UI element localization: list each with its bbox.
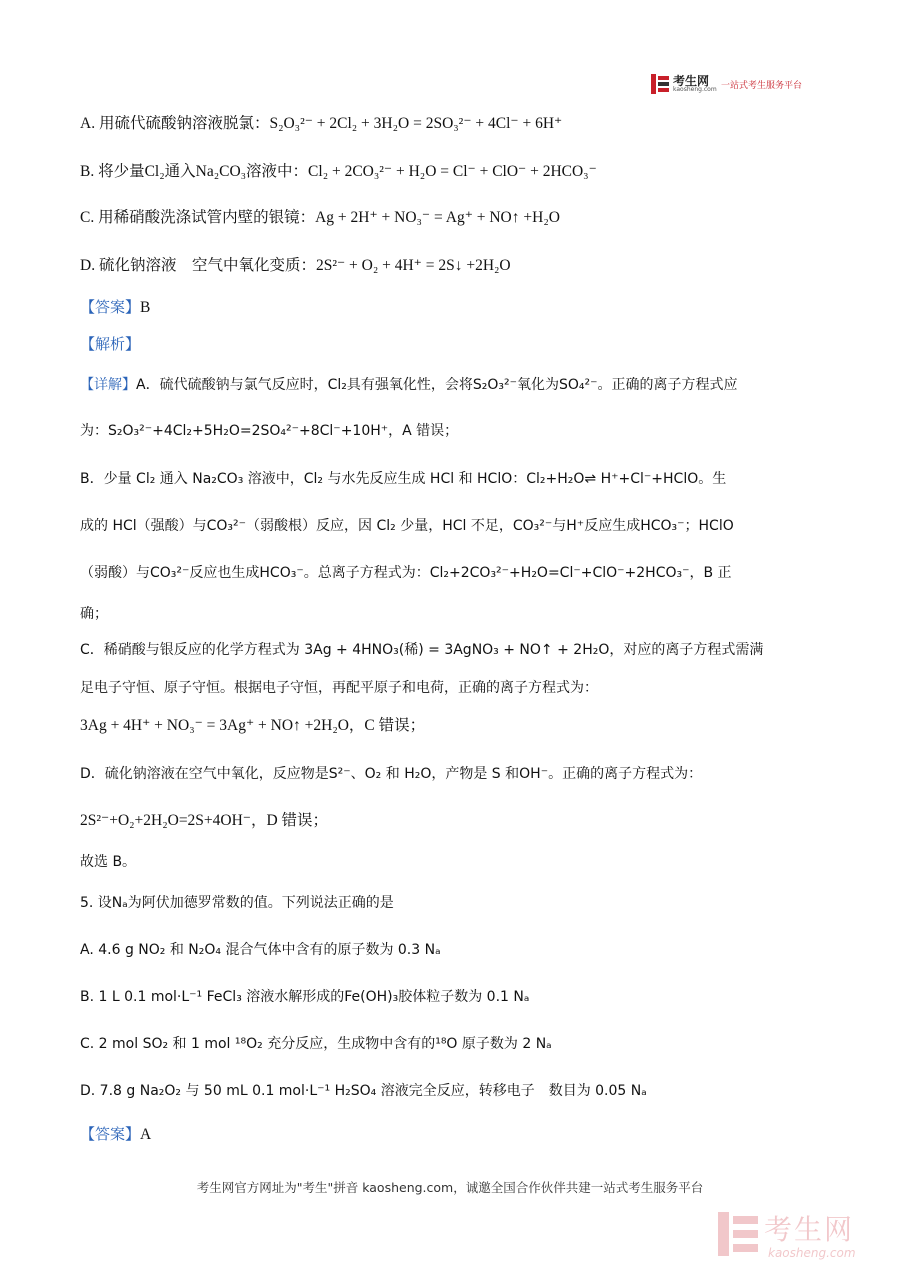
detail-line-3: B．少量 Cl₂ 通入 Na₂CO₃ 溶液中，Cl₂ 与水先反应生成 HCl 和 HClO：Cl₂+H₂O⇌ H⁺+Cl⁻+HClO。生	[80, 471, 727, 487]
logo-domain: kaosheng.com	[673, 86, 717, 93]
detail-line-10: D．硫化钠溶液在空气中氧化，反应物是S²⁻、O₂ 和 H₂O，产物是 S 和OH⁻。正确的离子方程式为：	[80, 766, 703, 782]
detail-row	[80, 375, 738, 395]
answer-value: B	[140, 299, 151, 316]
option-c: C. 用稀硝酸洗涤试管内壁的银镜：Ag + 2H⁺ + NO₃⁻ = Ag⁺ + NO↑ +H₂O	[80, 209, 560, 226]
watermark	[712, 1206, 882, 1266]
detail-line-6: 确；	[80, 606, 108, 622]
detail-line-2: 为：S₂O₃²⁻+4Cl₂+5H₂O=2SO₄²⁻+8Cl⁻+10H⁺，A 错误；	[80, 423, 459, 439]
watermark-domain: kaosheng.com	[768, 1246, 856, 1260]
analysis-label: 【解析】	[80, 335, 141, 353]
detail-line-11: 2S²⁻+O₂+2H₂O=2S+4OH⁻，D 错误；	[80, 812, 329, 829]
answer-label-2: 【答案】	[80, 1125, 141, 1143]
detail-label: 【详解】	[80, 377, 136, 393]
kaosheng-logo-icon	[651, 74, 669, 94]
detail-line-9: 3Ag + 4H⁺ + NO₃⁻ = 3Ag⁺ + NO↑ +2H₂O，C 错误；	[80, 717, 426, 734]
logo-tagline: 一站式考生服务平台	[721, 81, 803, 91]
option-b: B. 将少量Cl₂通入Na₂CO₃溶液中：Cl₂ + 2CO₃²⁻ + H₂O = Cl⁻ + ClO⁻ + 2HCO₃⁻	[80, 163, 597, 180]
detail-line-7: C．稀硝酸与银反应的化学方程式为 3Ag + 4HNO₃(稀) = 3AgNO₃ + NO↑ + 2H₂O，对应的离子方程式需满	[80, 642, 764, 658]
option-d: D. 硫化钠溶液 空气中氧化变质：2S²⁻ + O₂ + 4H⁺ = 2S↓ +2H₂O	[80, 257, 511, 274]
detail-line-12: 故选 B。	[80, 854, 137, 870]
detail-line-5: （弱酸）与CO₃²⁻反应也生成HCO₃⁻。总离子方程式为：Cl₂+2CO₃²⁻+H₂O=Cl⁻+ClO⁻+2HCO₃⁻，B 正	[80, 565, 732, 581]
analysis-row-1	[80, 334, 140, 354]
question-5-stem: 5. 设Nₐ为阿伏加德罗常数的值。下列说法正确的是	[80, 895, 394, 911]
header-logo[interactable]	[651, 72, 821, 96]
answer-row-2	[80, 1124, 151, 1145]
question-5-option-c: C. 2 mol SO₂ 和 1 mol ¹⁸O₂ 充分反应，生成物中含有的¹⁸O 原子数为 2 Nₐ	[80, 1036, 552, 1052]
detail-line-1: A．硫代硫酸钠与氯气反应时，Cl₂具有强氧化性，会将S₂O₃²⁻氧化为SO₄²⁻。正确的离子方程式应	[136, 377, 738, 393]
detail-line-4: 成的 HCl（强酸）与CO₃²⁻（弱酸根）反应，因 Cl₂ 少量，HCl 不足，CO₃²⁻与H⁺反应生成HCO₃⁻；HClO	[80, 518, 734, 534]
watermark-logo-icon	[718, 1212, 758, 1256]
option-a: A. 用硫代硫酸钠溶液脱氯：S₂O₃²⁻ + 2Cl₂ + 3H₂O = 2SO₃²⁻ + 4Cl⁻ + 6H⁺	[80, 115, 563, 132]
detail-line-8: 足电子守恒、原子守恒。根据电子守恒，再配平原子和电荷，正确的离子方程式为：	[80, 680, 598, 696]
answer-value-2: A	[140, 1126, 152, 1143]
question-5-option-a: A. 4.6 g NO₂ 和 N₂O₄ 混合气体中含有的原子数为 0.3 Nₐ	[80, 942, 441, 958]
answer-row-1	[80, 297, 150, 318]
question-5-option-d: D. 7.8 g Na₂O₂ 与 50 mL 0.1 mol·L⁻¹ H₂SO₄ 溶液完全反应，转移电子 数目为 0.05 Nₐ	[80, 1083, 647, 1099]
question-5-option-b: B. 1 L 0.1 mol·L⁻¹ FeCl₃ 溶液水解形成的Fe(OH)₃胶体粒子数为 0.1 Nₐ	[80, 989, 530, 1005]
footer-text: 考生网官方网址为"考生"拼音 kaosheng.com，诚邀全国合作伙伴共建一站式考生服务平台	[196, 1180, 704, 1195]
watermark-title: 考生网	[764, 1213, 855, 1246]
answer-label: 【答案】	[80, 298, 141, 316]
logo-title: 考生网	[673, 74, 710, 88]
